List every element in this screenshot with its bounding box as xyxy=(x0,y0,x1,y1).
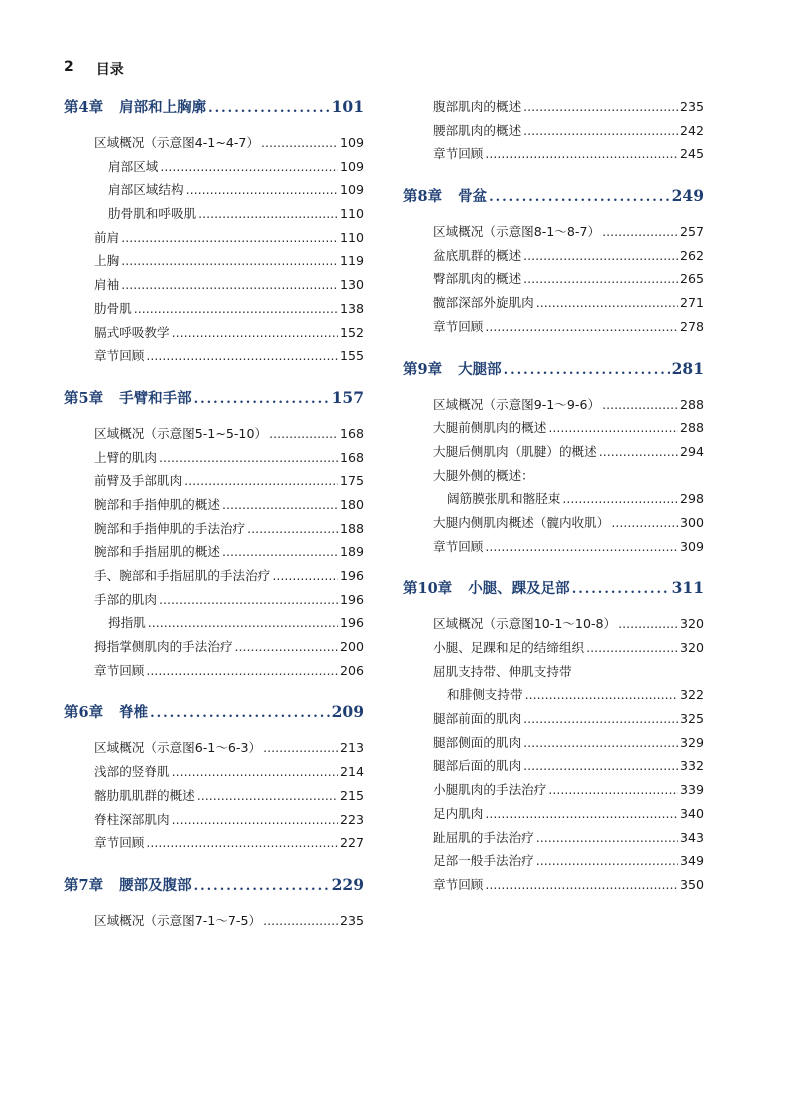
toc-entry[interactable] xyxy=(64,322,364,346)
chapter-title: 腰部及腹部 xyxy=(119,876,192,894)
entry-page-number: 288 xyxy=(679,396,704,412)
dot-leader xyxy=(562,491,678,506)
entry-page-number: 152 xyxy=(339,324,364,340)
entry-title: 章节回顾 xyxy=(94,835,145,851)
toc-entry[interactable] xyxy=(64,470,364,494)
toc-entry[interactable] xyxy=(403,292,704,316)
entry-page-number: 320 xyxy=(679,616,704,632)
toc-entry[interactable] xyxy=(403,394,704,418)
entry-title: 和腓侧支持带 xyxy=(447,687,523,703)
page-header xyxy=(64,59,124,79)
entry-title: 腿部侧面的肌肉 xyxy=(433,734,522,750)
dot-leader xyxy=(208,101,330,116)
toc-entry[interactable] xyxy=(64,785,364,809)
entry-page-number: 242 xyxy=(679,122,704,138)
dot-leader xyxy=(523,271,678,286)
entry-page-number: 350 xyxy=(679,876,704,892)
page-number: 2 xyxy=(64,59,74,75)
chapter-title: 大腿部 xyxy=(458,360,502,378)
dot-leader xyxy=(261,135,338,150)
entry-page-number: 300 xyxy=(679,514,704,530)
entry-title: 手、腕部和手指屈肌的手法治疗 xyxy=(94,568,271,583)
dot-leader xyxy=(572,582,670,597)
dot-leader xyxy=(172,764,338,779)
dot-leader xyxy=(146,663,338,678)
toc-entry[interactable] xyxy=(403,732,704,756)
dot-leader xyxy=(269,426,338,441)
toc-entry[interactable] xyxy=(64,612,364,636)
entry-page-number: 168 xyxy=(339,425,364,441)
dot-leader xyxy=(599,444,678,459)
entry-title: 拇指肌 xyxy=(108,615,146,631)
entry-title: 臀部肌肉的概述 xyxy=(433,271,522,287)
entry-page-number: 309 xyxy=(679,538,704,554)
toc-left-column xyxy=(64,96,364,934)
dot-leader xyxy=(485,146,678,161)
dot-leader xyxy=(602,397,678,412)
toc-entry[interactable] xyxy=(403,143,704,167)
dot-leader xyxy=(523,711,678,726)
entry-page-number: 138 xyxy=(339,300,364,316)
dot-leader xyxy=(586,640,678,655)
chapter-page-number: 311 xyxy=(671,578,704,598)
entry-page-number: 180 xyxy=(339,496,364,512)
page-title: 目录 xyxy=(95,62,124,78)
toc-entry[interactable] xyxy=(64,494,364,518)
toc-entry[interactable] xyxy=(403,779,704,803)
toc-entry[interactable] xyxy=(64,250,364,274)
dot-leader xyxy=(121,230,338,245)
chapter-title: 手臂和手部 xyxy=(119,389,192,407)
entry-page-number: 271 xyxy=(679,295,704,311)
toc-entry[interactable] xyxy=(64,274,364,298)
dot-leader xyxy=(160,159,338,174)
dot-leader xyxy=(148,615,338,630)
entry-title: 区域概况（示意图4-1~4-7） xyxy=(94,135,260,150)
entry-page-number: 245 xyxy=(679,146,704,162)
dot-leader xyxy=(146,348,338,363)
toc-chapter-heading[interactable] xyxy=(64,96,364,122)
entry-page-number: 235 xyxy=(679,99,704,114)
dot-leader xyxy=(235,639,338,654)
toc-entry[interactable] xyxy=(403,827,704,851)
entry-title: 大腿外侧的概述： xyxy=(433,467,534,483)
entry-page-number: 343 xyxy=(679,829,704,845)
entry-title: 区域概况（示意图7-1～7-5） xyxy=(94,912,262,928)
dot-leader xyxy=(121,253,338,268)
entry-title: 上臂的肌肉 xyxy=(94,449,157,465)
toc-chapter-heading[interactable] xyxy=(403,185,704,211)
entry-title: 章节回顾 xyxy=(433,318,484,334)
toc-entry[interactable] xyxy=(403,417,704,441)
entry-title: 腰部肌肉的概述 xyxy=(433,122,522,138)
dot-leader xyxy=(172,812,338,827)
entry-title: 腕部和手指屈肌的概述 xyxy=(94,544,220,560)
dot-leader xyxy=(504,363,670,378)
entry-page-number: 196 xyxy=(339,591,364,607)
toc-entry[interactable] xyxy=(403,120,704,144)
toc-entry[interactable] xyxy=(403,661,704,685)
toc-entry[interactable] xyxy=(403,803,704,827)
chapter-title: 小腿、踝及足部 xyxy=(468,580,570,598)
entry-page-number: 322 xyxy=(679,687,704,703)
dot-leader xyxy=(618,616,678,631)
toc-entry[interactable] xyxy=(64,298,364,322)
entry-page-number: 109 xyxy=(339,182,364,198)
entry-title: 腿部前面的肌肉 xyxy=(433,711,522,727)
entry-page-number: 213 xyxy=(339,740,364,756)
entry-page-number: 206 xyxy=(339,662,364,678)
entry-page-number: 288 xyxy=(679,420,704,436)
entry-title: 脊柱深部肌肉 xyxy=(94,811,170,827)
toc-chapter-heading[interactable] xyxy=(64,874,364,900)
chapter-title: 肩部和上胸廓 xyxy=(119,99,207,116)
chapter-number: 第7章 xyxy=(64,876,104,894)
entry-page-number: 227 xyxy=(339,835,364,851)
entry-title: 肋骨肌和呼吸肌 xyxy=(108,206,197,222)
entry-page-number: 110 xyxy=(339,206,364,222)
toc-entry[interactable] xyxy=(403,684,704,708)
dot-leader xyxy=(263,740,338,755)
entry-page-number: 340 xyxy=(679,805,704,821)
toc-chapter-heading[interactable] xyxy=(403,577,704,603)
entry-title: 区域概况（示意图5-1~5-10） xyxy=(94,425,268,441)
dot-leader xyxy=(150,706,330,721)
toc-entry[interactable] xyxy=(403,536,704,560)
dot-leader xyxy=(611,515,678,530)
entry-title: 腕部和手指伸肌的概述 xyxy=(94,496,220,512)
entry-title: 足部一般手法治疗 xyxy=(433,853,534,869)
entry-title: 肩袖 xyxy=(94,277,120,293)
dot-leader xyxy=(146,835,338,850)
entry-title: 上胸 xyxy=(94,253,120,269)
entry-title: 膈式呼吸教学 xyxy=(94,324,170,340)
dot-leader xyxy=(272,568,338,583)
entry-page-number: 119 xyxy=(339,253,364,269)
entry-title: 阔筋膜张肌和髂胫束 xyxy=(447,491,561,507)
entry-page-number: 214 xyxy=(339,764,364,780)
entry-page-number: 200 xyxy=(339,639,364,655)
entry-title: 趾屈肌的手法治疗 xyxy=(433,829,534,845)
entry-title: 髋部深部外旋肌肉 xyxy=(433,295,534,311)
dot-leader xyxy=(159,592,338,607)
dot-leader xyxy=(536,853,678,868)
entry-title: 手部的肌肉 xyxy=(94,591,157,607)
dot-leader xyxy=(548,420,678,435)
toc-entry[interactable] xyxy=(403,850,704,874)
toc-entry[interactable] xyxy=(403,874,704,898)
dot-leader xyxy=(134,301,338,316)
entry-title: 区域概况（示意图10-1～10-8） xyxy=(433,616,617,632)
chapter-number: 第9章 xyxy=(403,360,443,378)
dot-leader xyxy=(172,325,338,340)
dot-leader xyxy=(247,521,338,536)
toc-entry[interactable] xyxy=(403,465,704,489)
toc-entry[interactable] xyxy=(64,565,364,589)
toc-chapter-heading[interactable] xyxy=(403,358,704,384)
dot-leader xyxy=(194,392,330,407)
entry-page-number: 339 xyxy=(679,782,704,798)
toc-entry[interactable] xyxy=(64,589,364,613)
entry-page-number: 235 xyxy=(339,912,364,928)
toc-entry[interactable] xyxy=(64,832,364,856)
toc-chapter-heading[interactable] xyxy=(64,387,364,413)
dot-leader xyxy=(222,544,338,559)
dot-leader xyxy=(548,782,678,797)
toc-entry[interactable] xyxy=(64,660,364,684)
dot-leader xyxy=(184,473,338,488)
toc-entry[interactable] xyxy=(403,221,704,245)
toc-entry[interactable] xyxy=(64,636,364,660)
dot-leader xyxy=(523,758,678,773)
toc-entry[interactable] xyxy=(64,203,364,227)
entry-title: 大腿前侧肌肉的概述 xyxy=(433,420,547,436)
chapter-number: 第5章 xyxy=(64,389,104,407)
entry-title: 足内肌肉 xyxy=(433,805,484,821)
toc-entry[interactable] xyxy=(64,518,364,542)
entry-page-number: 175 xyxy=(339,473,364,489)
entry-page-number: 155 xyxy=(339,348,364,364)
dot-leader xyxy=(485,877,678,892)
entry-title: 腕部和手指伸肌的手法治疗 xyxy=(94,520,246,536)
toc-entry[interactable] xyxy=(64,809,364,833)
entry-page-number: 325 xyxy=(679,711,704,727)
entry-page-number: 257 xyxy=(679,224,704,240)
entry-page-number: 278 xyxy=(679,318,704,334)
entry-page-number: 349 xyxy=(679,853,704,869)
entry-page-number: 109 xyxy=(339,135,364,150)
toc-entry[interactable] xyxy=(64,737,364,761)
dot-leader xyxy=(489,190,670,205)
entry-title: 小腿、足踝和足的结缔组织 xyxy=(433,640,585,655)
toc-entry[interactable] xyxy=(64,156,364,180)
entry-page-number: 320 xyxy=(679,640,704,655)
entry-page-number: 294 xyxy=(679,443,704,459)
toc-entry[interactable] xyxy=(403,268,704,292)
toc-entry[interactable] xyxy=(403,96,704,120)
toc-entry[interactable] xyxy=(403,755,704,779)
toc-entry[interactable] xyxy=(403,708,704,732)
chapter-page-number: 209 xyxy=(331,702,364,722)
entry-title: 前肩 xyxy=(94,229,120,245)
dot-leader xyxy=(523,99,678,114)
dot-leader xyxy=(485,319,678,334)
dot-leader xyxy=(536,295,678,310)
entry-title: 章节回顾 xyxy=(433,876,484,892)
chapter-page-number: 229 xyxy=(331,874,364,894)
entry-title: 肋骨肌 xyxy=(94,300,132,316)
entry-page-number: 265 xyxy=(679,271,704,287)
dot-leader xyxy=(263,913,338,928)
chapter-page-number: 157 xyxy=(331,387,364,407)
entry-title: 浅部的竖脊肌 xyxy=(94,764,170,780)
entry-title: 肩部区域结构 xyxy=(108,182,184,198)
dot-leader xyxy=(523,248,678,263)
entry-title: 区域概况（示意图9-1～9-6） xyxy=(433,396,601,412)
dot-leader xyxy=(523,735,678,750)
entry-title: 区域概况（示意图8-1～8-7） xyxy=(433,224,601,240)
entry-page-number: 189 xyxy=(339,544,364,560)
toc-entry[interactable] xyxy=(403,637,704,661)
dot-leader xyxy=(197,788,338,803)
dot-leader xyxy=(186,182,338,197)
dot-leader xyxy=(525,687,678,702)
entry-title: 屈肌支持带、伸肌支持带 xyxy=(433,663,572,679)
entry-title: 髂肋肌肌群的概述 xyxy=(94,787,195,803)
dot-leader xyxy=(485,806,678,821)
toc-entry[interactable] xyxy=(64,345,364,369)
toc-chapter-heading[interactable] xyxy=(64,701,364,727)
toc-entry[interactable] xyxy=(64,447,364,471)
entry-title: 盆底肌群的概述 xyxy=(433,247,522,263)
entry-title: 章节回顾 xyxy=(94,348,145,364)
entry-page-number: 196 xyxy=(339,615,364,631)
chapter-number: 第4章 xyxy=(64,99,104,116)
dot-leader xyxy=(159,450,338,465)
entry-title: 区域概况（示意图6-1～6-3） xyxy=(94,740,262,756)
entry-page-number: 215 xyxy=(339,787,364,803)
entry-page-number: 196 xyxy=(339,568,364,583)
toc-entry[interactable] xyxy=(64,132,364,156)
dot-leader xyxy=(194,879,330,894)
toc-entry[interactable] xyxy=(64,179,364,203)
entry-page-number: 110 xyxy=(339,229,364,245)
entry-page-number: 298 xyxy=(679,491,704,507)
entry-page-number: 168 xyxy=(339,449,364,465)
chapter-title: 脊椎 xyxy=(119,704,149,722)
dot-leader xyxy=(536,830,678,845)
entry-title: 前臂及手部肌肉 xyxy=(94,473,183,489)
toc-entry[interactable] xyxy=(64,761,364,785)
dot-leader xyxy=(485,539,678,554)
toc-entry[interactable] xyxy=(403,316,704,340)
toc-entry[interactable] xyxy=(403,613,704,637)
toc-entry[interactable] xyxy=(64,423,364,447)
entry-title: 拇指掌侧肌肉的手法治疗 xyxy=(94,639,233,655)
entry-title: 肩部区域 xyxy=(108,158,159,174)
chapter-number: 第6章 xyxy=(64,704,104,722)
entry-title: 腹部肌肉的概述 xyxy=(433,99,522,114)
chapter-number: 第8章 xyxy=(403,188,443,206)
entry-title: 小腿肌肉的手法治疗 xyxy=(433,782,547,798)
toc-entry[interactable] xyxy=(403,245,704,269)
entry-title: 大腿内侧肌肉概述（髋内收肌） xyxy=(433,514,610,530)
entry-title: 章节回顾 xyxy=(433,146,484,162)
entry-page-number: 109 xyxy=(339,158,364,174)
entry-page-number: 262 xyxy=(679,247,704,263)
chapter-page-number: 281 xyxy=(671,358,704,378)
chapter-page-number: 101 xyxy=(331,97,364,116)
chapter-number: 第10章 xyxy=(403,580,453,598)
entry-page-number: 188 xyxy=(339,520,364,536)
dot-leader xyxy=(198,206,338,221)
dot-leader xyxy=(121,277,338,292)
dot-leader xyxy=(602,224,678,239)
toc-entry[interactable] xyxy=(403,488,704,512)
dot-leader xyxy=(523,123,678,138)
toc-entry[interactable] xyxy=(64,227,364,251)
dot-leader xyxy=(222,497,338,512)
entry-title: 章节回顾 xyxy=(433,538,484,554)
entry-title: 章节回顾 xyxy=(94,662,145,678)
toc-entry[interactable] xyxy=(64,541,364,565)
entry-title: 腿部后面的肌肉 xyxy=(433,758,522,774)
entry-page-number: 223 xyxy=(339,811,364,827)
toc-right-column xyxy=(403,96,704,898)
entry-page-number: 329 xyxy=(679,734,704,750)
toc-entry[interactable] xyxy=(64,910,364,934)
entry-page-number: 130 xyxy=(339,277,364,293)
entry-title: 大腿后侧肌肉（肌腱）的概述 xyxy=(433,443,597,459)
entry-page-number: 332 xyxy=(679,758,704,774)
toc-entry[interactable] xyxy=(403,441,704,465)
chapter-page-number: 249 xyxy=(671,186,704,206)
chapter-title: 骨盆 xyxy=(458,188,488,206)
toc-entry[interactable] xyxy=(403,512,704,536)
